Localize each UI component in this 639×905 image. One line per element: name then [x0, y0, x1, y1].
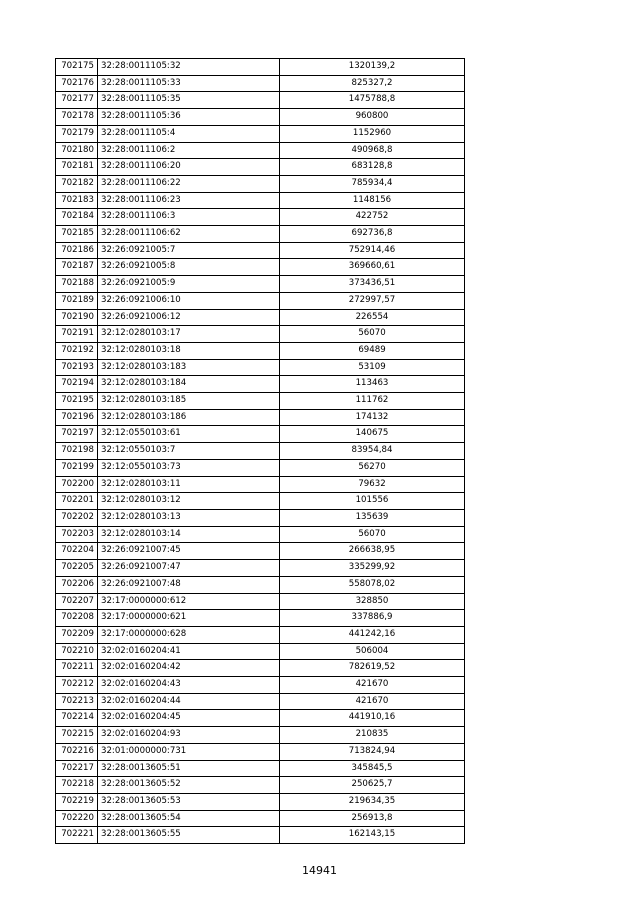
table-row	[56, 292, 465, 309]
cadastral-value-cell: 56070	[280, 526, 465, 543]
row-id-cell: 702196	[56, 409, 98, 426]
table-row	[56, 526, 465, 543]
row-id-cell: 702186	[56, 242, 98, 259]
row-id-cell: 702182	[56, 175, 98, 192]
cadastral-value-cell: 1475788,8	[280, 92, 465, 109]
cadastral-value-cell: 1320139,2	[280, 59, 465, 76]
row-id-cell: 702209	[56, 626, 98, 643]
table-row	[56, 259, 465, 276]
table-row	[56, 493, 465, 510]
cadastral-value-cell: 441242,16	[280, 626, 465, 643]
cadastral-number-cell: 32:17:0000000:621	[98, 610, 280, 627]
table-row	[56, 810, 465, 827]
row-id-cell: 702201	[56, 493, 98, 510]
table-row	[56, 209, 465, 226]
row-id-cell: 702181	[56, 159, 98, 176]
table-row	[56, 727, 465, 744]
cadastral-number-cell: 32:12:0280103:17	[98, 326, 280, 343]
cadastral-number-cell: 32:12:0550103:7	[98, 443, 280, 460]
row-id-cell: 702187	[56, 259, 98, 276]
cadastral-number-cell: 32:26:0921005:8	[98, 259, 280, 276]
cadastral-number-cell: 32:02:0160204:41	[98, 643, 280, 660]
row-id-cell: 702188	[56, 276, 98, 293]
cadastral-number-cell: 32:12:0550103:61	[98, 426, 280, 443]
table-row	[56, 226, 465, 243]
cadastral-number-cell: 32:12:0280103:14	[98, 526, 280, 543]
table-row	[56, 276, 465, 293]
row-id-cell: 702205	[56, 560, 98, 577]
cadastral-value-cell: 135639	[280, 509, 465, 526]
cadastral-value-cell: 111762	[280, 393, 465, 410]
table-row	[56, 660, 465, 677]
cadastral-value-cell: 683128,8	[280, 159, 465, 176]
cadastral-number-cell: 32:28:0011106:23	[98, 192, 280, 209]
table-row	[56, 560, 465, 577]
cadastral-value-cell: 441910,16	[280, 710, 465, 727]
cadastral-number-cell: 32:26:0921007:45	[98, 543, 280, 560]
table-row	[56, 827, 465, 844]
table-row	[56, 693, 465, 710]
row-id-cell: 702214	[56, 710, 98, 727]
cadastral-number-cell: 32:28:0011105:4	[98, 125, 280, 142]
row-id-cell: 702191	[56, 326, 98, 343]
cadastral-number-cell: 32:26:0921006:10	[98, 292, 280, 309]
cadastral-value-cell: 219634,35	[280, 793, 465, 810]
table-row	[56, 643, 465, 660]
row-id-cell: 702184	[56, 209, 98, 226]
row-id-cell: 702193	[56, 359, 98, 376]
table-row	[56, 309, 465, 326]
cadastral-value-cell: 101556	[280, 493, 465, 510]
table-row	[56, 342, 465, 359]
cadastral-number-cell: 32:12:0280103:186	[98, 409, 280, 426]
cadastral-value-cell: 226554	[280, 309, 465, 326]
cadastral-number-cell: 32:28:0013605:55	[98, 827, 280, 844]
cadastral-number-cell: 32:12:0280103:183	[98, 359, 280, 376]
cadastral-value-cell: 490968,8	[280, 142, 465, 159]
table-row	[56, 426, 465, 443]
cadastral-number-cell: 32:28:0013605:51	[98, 760, 280, 777]
cadastral-value-cell: 345845,5	[280, 760, 465, 777]
cadastral-number-cell: 32:12:0280103:11	[98, 476, 280, 493]
cadastral-value-cell: 266638,95	[280, 543, 465, 560]
row-id-cell: 702212	[56, 677, 98, 694]
cadastral-value-cell: 210835	[280, 727, 465, 744]
row-id-cell: 702197	[56, 426, 98, 443]
row-id-cell: 702221	[56, 827, 98, 844]
row-id-cell: 702210	[56, 643, 98, 660]
cadastral-number-cell: 32:02:0160204:44	[98, 693, 280, 710]
row-id-cell: 702183	[56, 192, 98, 209]
cadastral-value-cell: 960800	[280, 109, 465, 126]
cadastral-value-cell: 506004	[280, 643, 465, 660]
row-id-cell: 702219	[56, 793, 98, 810]
cadastral-value-cell: 140675	[280, 426, 465, 443]
cadastral-number-cell: 32:02:0160204:42	[98, 660, 280, 677]
cadastral-value-cell: 56070	[280, 326, 465, 343]
cadastral-number-cell: 32:26:0921006:12	[98, 309, 280, 326]
table-row	[56, 476, 465, 493]
table-row	[56, 677, 465, 694]
cadastral-number-cell: 32:12:0280103:18	[98, 342, 280, 359]
row-id-cell: 702178	[56, 109, 98, 126]
row-id-cell: 702198	[56, 443, 98, 460]
cadastral-number-cell: 32:26:0921005:9	[98, 276, 280, 293]
cadastral-number-cell: 32:26:0921007:48	[98, 576, 280, 593]
row-id-cell: 702213	[56, 693, 98, 710]
cadastral-number-cell: 32:28:0011105:33	[98, 75, 280, 92]
row-id-cell: 702215	[56, 727, 98, 744]
cadastral-value-cell: 69489	[280, 342, 465, 359]
row-id-cell: 702180	[56, 142, 98, 159]
cadastral-number-cell: 32:12:0280103:12	[98, 493, 280, 510]
table-row	[56, 75, 465, 92]
row-id-cell: 702177	[56, 92, 98, 109]
cadastral-number-cell: 32:12:0280103:184	[98, 376, 280, 393]
cadastral-number-cell: 32:02:0160204:45	[98, 710, 280, 727]
row-id-cell: 702192	[56, 342, 98, 359]
cadastral-number-cell: 32:28:0011106:2	[98, 142, 280, 159]
row-id-cell: 702195	[56, 393, 98, 410]
row-id-cell: 702176	[56, 75, 98, 92]
cadastral-value-cell: 113463	[280, 376, 465, 393]
cadastral-number-cell: 32:28:0011106:20	[98, 159, 280, 176]
table-row	[56, 359, 465, 376]
table-row	[56, 760, 465, 777]
table-row	[56, 92, 465, 109]
table-row	[56, 459, 465, 476]
table-row	[56, 610, 465, 627]
row-id-cell: 702185	[56, 226, 98, 243]
table-row	[56, 443, 465, 460]
row-id-cell: 702216	[56, 743, 98, 760]
cadastral-value-cell: 1152960	[280, 125, 465, 142]
cadastral-number-cell: 32:12:0550103:73	[98, 459, 280, 476]
row-id-cell: 702199	[56, 459, 98, 476]
row-id-cell: 702194	[56, 376, 98, 393]
cadastral-value-cell: 558078,02	[280, 576, 465, 593]
cadastral-value-cell: 373436,51	[280, 276, 465, 293]
table-row	[56, 576, 465, 593]
cadastral-value-cell: 421670	[280, 693, 465, 710]
table-row	[56, 242, 465, 259]
row-id-cell: 702190	[56, 309, 98, 326]
cadastral-number-cell: 32:28:0011106:62	[98, 226, 280, 243]
cadastral-value-cell: 56270	[280, 459, 465, 476]
cadastral-number-cell: 32:12:0280103:13	[98, 509, 280, 526]
cadastral-value-cell: 250625,7	[280, 777, 465, 794]
cadastral-number-cell: 32:28:0013605:53	[98, 793, 280, 810]
cadastral-value-cell: 713824,94	[280, 743, 465, 760]
row-id-cell: 702220	[56, 810, 98, 827]
cadastral-number-cell: 32:01:0000000:731	[98, 743, 280, 760]
cadastral-value-cell: 256913,8	[280, 810, 465, 827]
table-row	[56, 393, 465, 410]
cadastral-value-cell: 369660,61	[280, 259, 465, 276]
row-id-cell: 702207	[56, 593, 98, 610]
table-row	[56, 125, 465, 142]
cadastral-number-cell: 32:28:0011106:22	[98, 175, 280, 192]
row-id-cell: 702218	[56, 777, 98, 794]
table-row	[56, 159, 465, 176]
table-row	[56, 376, 465, 393]
cadastral-number-cell: 32:26:0921007:47	[98, 560, 280, 577]
table-row	[56, 593, 465, 610]
table-row	[56, 109, 465, 126]
cadastral-number-cell: 32:28:0011105:35	[98, 92, 280, 109]
cadastral-value-cell: 692736,8	[280, 226, 465, 243]
cadastral-number-cell: 32:28:0011106:3	[98, 209, 280, 226]
row-id-cell: 702204	[56, 543, 98, 560]
cadastral-value-cell: 337886,9	[280, 610, 465, 627]
cadastral-value-cell: 825327,2	[280, 75, 465, 92]
table-row	[56, 59, 465, 76]
row-id-cell: 702208	[56, 610, 98, 627]
cadastral-value-cell: 1148156	[280, 192, 465, 209]
row-id-cell: 702211	[56, 660, 98, 677]
table-row	[56, 509, 465, 526]
cadastral-value-cell: 162143,15	[280, 827, 465, 844]
cadastral-value-cell: 272997,57	[280, 292, 465, 309]
table-row	[56, 142, 465, 159]
cadastral-value-cell: 422752	[280, 209, 465, 226]
cadastral-number-cell: 32:28:0013605:54	[98, 810, 280, 827]
cadastral-number-cell: 32:12:0280103:185	[98, 393, 280, 410]
table-row	[56, 777, 465, 794]
table-body	[56, 59, 465, 844]
table-row	[56, 326, 465, 343]
cadastral-value-cell: 785934,4	[280, 175, 465, 192]
table-row	[56, 192, 465, 209]
cadastral-value-cell: 328850	[280, 593, 465, 610]
row-id-cell: 702202	[56, 509, 98, 526]
table-row	[56, 175, 465, 192]
row-id-cell: 702179	[56, 125, 98, 142]
cadastral-value-cell: 335299,92	[280, 560, 465, 577]
cadastral-number-cell: 32:17:0000000:628	[98, 626, 280, 643]
cadastral-value-table	[55, 58, 465, 844]
row-id-cell: 702200	[56, 476, 98, 493]
row-id-cell: 702189	[56, 292, 98, 309]
table-row	[56, 409, 465, 426]
page-number: 14941	[302, 864, 337, 877]
cadastral-number-cell: 32:28:0011105:36	[98, 109, 280, 126]
cadastral-value-cell: 752914,46	[280, 242, 465, 259]
cadastral-number-cell: 32:28:0011105:32	[98, 59, 280, 76]
cadastral-value-cell: 79632	[280, 476, 465, 493]
row-id-cell: 702175	[56, 59, 98, 76]
cadastral-number-cell: 32:02:0160204:93	[98, 727, 280, 744]
cadastral-number-cell: 32:28:0013605:52	[98, 777, 280, 794]
cadastral-value-cell: 174132	[280, 409, 465, 426]
table-row	[56, 743, 465, 760]
row-id-cell: 702217	[56, 760, 98, 777]
cadastral-number-cell: 32:26:0921005:7	[98, 242, 280, 259]
cadastral-value-cell: 53109	[280, 359, 465, 376]
row-id-cell: 702206	[56, 576, 98, 593]
table-row	[56, 710, 465, 727]
cadastral-value-cell: 83954,84	[280, 443, 465, 460]
cadastral-number-cell: 32:17:0000000:612	[98, 593, 280, 610]
table-row	[56, 793, 465, 810]
cadastral-value-cell: 782619,52	[280, 660, 465, 677]
cadastral-value-cell: 421670	[280, 677, 465, 694]
table-row	[56, 543, 465, 560]
cadastral-number-cell: 32:02:0160204:43	[98, 677, 280, 694]
row-id-cell: 702203	[56, 526, 98, 543]
table-row	[56, 626, 465, 643]
